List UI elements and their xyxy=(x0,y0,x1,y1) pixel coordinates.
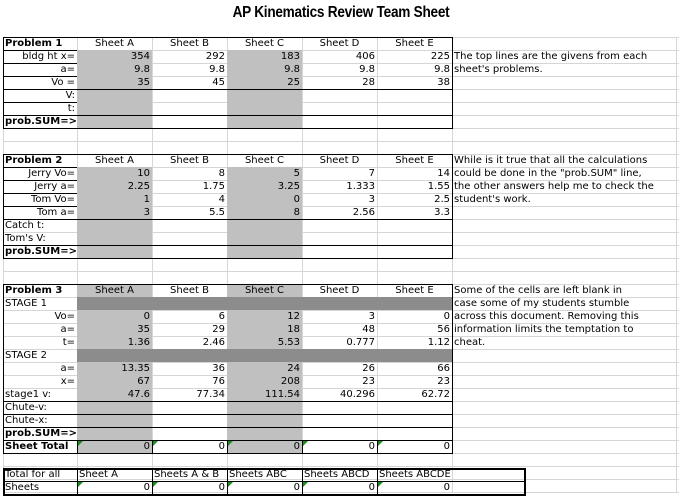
column-header[interactable]: Sheet E xyxy=(395,285,434,296)
row-rule xyxy=(3,63,77,64)
value-cell[interactable]: 29 xyxy=(212,324,225,335)
value-cell[interactable]: 2.46 xyxy=(202,337,225,348)
row-label[interactable]: Chute-x: xyxy=(5,415,48,426)
col-rule xyxy=(152,468,153,496)
value-cell[interactable]: 13.35 xyxy=(121,363,150,374)
gridline-h xyxy=(3,141,679,142)
value-cell[interactable]: 4 xyxy=(218,194,225,205)
value-cell[interactable]: 3 xyxy=(368,311,375,322)
value-cell[interactable]: 1.75 xyxy=(202,181,225,192)
error-indicator xyxy=(153,441,158,446)
column-header[interactable]: Sheet C xyxy=(244,155,285,166)
summary-header[interactable]: Sheets ABCDE xyxy=(379,469,451,480)
note-text[interactable]: the other answers help me to check the xyxy=(454,181,654,192)
summary-header[interactable]: Sheet A xyxy=(79,469,118,480)
value-cell[interactable]: 9.8 xyxy=(134,64,150,75)
row-rule xyxy=(3,401,452,402)
value-cell[interactable]: 24 xyxy=(287,363,300,374)
note-text[interactable]: Some of the cells are left blank in xyxy=(454,285,622,296)
gridline-v xyxy=(676,37,677,492)
value-cell[interactable]: 3.25 xyxy=(277,181,300,192)
value-cell[interactable]: 208 xyxy=(280,376,300,387)
problem-2-header[interactable]: Problem 2 xyxy=(5,155,63,166)
value-cell[interactable]: 18 xyxy=(287,324,300,335)
row-label[interactable]: a= xyxy=(60,64,75,75)
value-cell[interactable]: 25 xyxy=(287,77,300,88)
total-cell[interactable]: 0 xyxy=(368,441,375,452)
note-text[interactable]: information limits the temptation to xyxy=(454,324,634,335)
value-cell[interactable]: 1.12 xyxy=(427,337,450,348)
row-rule xyxy=(3,180,77,181)
col-rule xyxy=(377,468,378,496)
error-indicator xyxy=(378,482,383,487)
note-text[interactable]: case some of my students stumble xyxy=(454,298,630,309)
row-label[interactable]: V: xyxy=(65,90,75,101)
note-text[interactable]: The top lines are the givens from each xyxy=(454,51,648,62)
value-cell[interactable]: 67 xyxy=(137,376,150,387)
value-cell[interactable]: 2.56 xyxy=(352,207,375,218)
sum-label[interactable]: prob.SUM=> xyxy=(5,246,77,257)
value-cell[interactable]: 36 xyxy=(212,363,225,374)
row-label[interactable]: Tom's V: xyxy=(5,233,46,244)
value-cell[interactable]: 56 xyxy=(437,324,450,335)
col-rule xyxy=(227,440,228,453)
col-rule xyxy=(452,440,453,453)
error-indicator xyxy=(78,441,83,446)
value-cell[interactable]: 111.54 xyxy=(265,389,300,400)
summary-header[interactable]: Sheets ABC xyxy=(229,469,287,480)
value-cell[interactable]: 12 xyxy=(287,311,300,322)
row-rule xyxy=(3,427,452,428)
value-cell[interactable]: 2.5 xyxy=(434,194,450,205)
column-header[interactable]: Sheet A xyxy=(95,38,134,49)
value-cell[interactable]: 45 xyxy=(212,77,225,88)
row-rule xyxy=(3,245,452,246)
value-cell[interactable]: 7 xyxy=(368,168,375,179)
row-rule xyxy=(3,50,77,51)
value-cell[interactable]: 9.8 xyxy=(284,64,300,75)
error-indicator xyxy=(378,441,383,446)
row-rule xyxy=(3,76,77,77)
row-label[interactable]: Vo = xyxy=(51,77,75,88)
value-cell[interactable]: 14 xyxy=(437,168,450,179)
error-indicator xyxy=(153,482,158,487)
value-cell[interactable]: 406 xyxy=(355,51,375,62)
row-label[interactable]: Jerry Vo= xyxy=(28,168,75,179)
value-cell[interactable]: 10 xyxy=(137,168,150,179)
column-header[interactable]: Sheet A xyxy=(95,285,134,296)
sum-label[interactable]: prob.SUM=> xyxy=(5,428,77,439)
error-indicator xyxy=(303,441,308,446)
value-cell[interactable]: 354 xyxy=(130,51,150,62)
summary-value[interactable]: 0 xyxy=(293,482,300,493)
col-rule xyxy=(152,440,153,453)
error-indicator xyxy=(228,441,233,446)
value-cell[interactable]: 47.6 xyxy=(127,389,150,400)
row-label[interactable]: Tom a= xyxy=(37,207,75,218)
row-label[interactable]: t= xyxy=(62,337,75,348)
value-cell[interactable]: 2.25 xyxy=(127,181,150,192)
row-rule xyxy=(3,193,77,194)
value-cell[interactable]: 35 xyxy=(137,324,150,335)
value-cell[interactable]: 5.53 xyxy=(277,337,300,348)
value-cell[interactable]: 3 xyxy=(368,194,375,205)
summary-label[interactable]: Sheets xyxy=(5,482,40,493)
column-header[interactable]: Sheet A xyxy=(95,155,134,166)
value-cell[interactable]: 5 xyxy=(293,168,300,179)
value-cell[interactable]: 26 xyxy=(362,363,375,374)
value-cell[interactable]: 38 xyxy=(437,77,450,88)
value-cell[interactable]: 9.8 xyxy=(434,64,450,75)
summary-header[interactable]: Sheets A & B xyxy=(154,469,220,480)
row-label[interactable]: t: xyxy=(67,103,75,114)
total-cell[interactable]: 0 xyxy=(218,441,225,452)
value-cell[interactable]: 3 xyxy=(143,207,150,218)
sum-label[interactable]: prob.SUM=> xyxy=(5,116,77,127)
column-header[interactable]: Sheet D xyxy=(319,38,360,49)
column-header[interactable]: Sheet C xyxy=(244,285,285,296)
stage-1-label[interactable]: STAGE 1 xyxy=(5,298,47,309)
value-cell[interactable]: 3.3 xyxy=(434,207,450,218)
value-cell[interactable]: 8 xyxy=(218,168,225,179)
stage-2-label[interactable]: STAGE 2 xyxy=(5,350,47,361)
error-indicator xyxy=(78,482,83,487)
column-header[interactable]: Sheet B xyxy=(170,285,209,296)
row-label[interactable]: Tom Vo= xyxy=(30,194,75,205)
page-title: AP Kinematics Review Team Sheet xyxy=(232,4,450,21)
value-cell[interactable]: 66 xyxy=(437,363,450,374)
column-header[interactable]: Sheet B xyxy=(170,38,209,49)
col-rule xyxy=(77,440,78,453)
summary-header[interactable]: Sheets ABCD xyxy=(304,469,370,480)
value-cell[interactable]: 1 xyxy=(143,194,150,205)
row-rule xyxy=(3,206,77,207)
value-cell[interactable]: 225 xyxy=(430,51,450,62)
value-cell[interactable]: 77.34 xyxy=(196,389,225,400)
summary-label[interactable]: Total for all xyxy=(5,469,61,480)
error-indicator xyxy=(228,482,233,487)
value-cell[interactable]: 35 xyxy=(137,77,150,88)
row-label[interactable]: Chute-v: xyxy=(5,402,47,413)
value-cell[interactable]: 23 xyxy=(437,376,450,387)
total-cell[interactable]: 0 xyxy=(293,441,300,452)
note-text[interactable]: cheat. xyxy=(454,337,486,348)
problem-1-header[interactable]: Problem 1 xyxy=(5,38,63,49)
value-cell[interactable]: 0 xyxy=(443,311,450,322)
column-header[interactable]: Sheet D xyxy=(319,155,360,166)
row-rule xyxy=(3,167,77,168)
total-cell[interactable]: 0 xyxy=(443,441,450,452)
error-indicator xyxy=(303,482,308,487)
summary-value[interactable]: 0 xyxy=(143,482,150,493)
col-rule xyxy=(227,468,228,496)
row-label[interactable]: stage1 v: xyxy=(5,389,52,400)
value-cell[interactable]: 28 xyxy=(362,77,375,88)
row-rule xyxy=(3,102,77,103)
value-cell[interactable]: 0 xyxy=(143,311,150,322)
value-cell[interactable]: 6 xyxy=(218,311,225,322)
value-cell[interactable]: 1.333 xyxy=(346,181,375,192)
sheet-total-label[interactable]: Sheet Total xyxy=(5,441,69,452)
value-cell[interactable]: 40.296 xyxy=(340,389,375,400)
col-rule xyxy=(77,468,78,496)
summary-value[interactable]: 0 xyxy=(218,482,225,493)
value-cell[interactable]: 8 xyxy=(293,207,300,218)
value-cell[interactable]: 0.777 xyxy=(346,337,375,348)
value-cell[interactable]: 48 xyxy=(362,324,375,335)
row-label[interactable]: a= xyxy=(60,363,75,374)
col-rule xyxy=(377,440,378,453)
row-label[interactable]: Jerry a= xyxy=(34,181,75,192)
summary-value[interactable]: 0 xyxy=(368,482,375,493)
note-text[interactable]: could be done in the "prob.SUM" line, xyxy=(454,168,642,179)
value-cell[interactable]: 1.36 xyxy=(127,337,150,348)
value-cell[interactable]: 0 xyxy=(293,194,300,205)
value-cell[interactable]: 9.8 xyxy=(209,64,225,75)
problem-3-header[interactable]: Problem 3 xyxy=(5,285,63,296)
value-cell[interactable]: 62.72 xyxy=(421,389,450,400)
row-rule xyxy=(3,219,452,220)
row-label[interactable]: x= xyxy=(60,376,75,387)
col-rule xyxy=(302,440,303,453)
gridline-h xyxy=(3,466,679,467)
column-header[interactable]: Sheet B xyxy=(170,155,209,166)
value-cell[interactable]: 5.5 xyxy=(209,207,225,218)
value-cell[interactable]: 183 xyxy=(280,51,300,62)
summary-value[interactable]: 0 xyxy=(443,482,450,493)
total-cell[interactable]: 0 xyxy=(143,441,150,452)
column-header[interactable]: Sheet E xyxy=(395,38,434,49)
column-header[interactable]: Sheet E xyxy=(395,155,434,166)
row-rule xyxy=(3,115,452,116)
column-header[interactable]: Sheet D xyxy=(319,285,360,296)
note-text[interactable]: student's work. xyxy=(454,194,531,205)
note-text[interactable]: While is it true that all the calculations xyxy=(454,155,648,166)
value-cell[interactable]: 292 xyxy=(205,51,225,62)
row-rule xyxy=(3,414,452,415)
value-cell[interactable]: 23 xyxy=(362,376,375,387)
row-label[interactable]: bldg ht x= xyxy=(22,51,75,62)
row-label[interactable]: Vo= xyxy=(54,311,75,322)
row-rule xyxy=(3,89,452,90)
note-text[interactable]: sheet's problems. xyxy=(454,64,543,75)
value-cell[interactable]: 76 xyxy=(212,376,225,387)
row-label[interactable]: Catch t: xyxy=(5,220,45,231)
row-label[interactable]: a= xyxy=(60,324,75,335)
note-text[interactable]: across this document. Removing this xyxy=(454,311,639,322)
column-header[interactable]: Sheet C xyxy=(244,38,285,49)
gridline-h xyxy=(3,271,679,272)
value-cell[interactable]: 9.8 xyxy=(359,64,375,75)
value-cell[interactable]: 1.55 xyxy=(427,181,450,192)
col-rule xyxy=(302,468,303,496)
